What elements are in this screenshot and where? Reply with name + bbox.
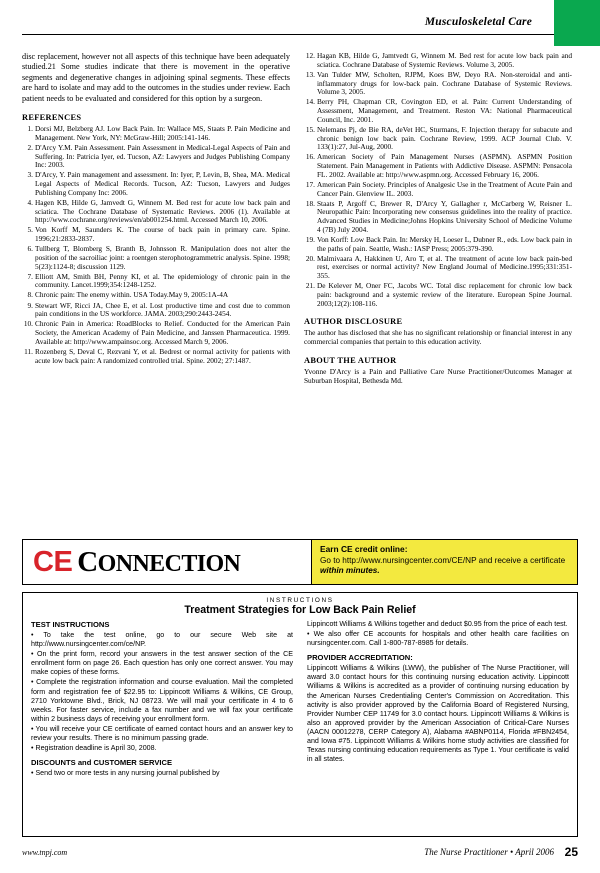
discounts-continued-item: Lippincott Williams & Wilkins together and deduct $0.95 from the price of each test. [307, 620, 568, 628]
list-item [304, 71, 572, 97]
ref-number: 1. [27, 124, 33, 134]
page-header [22, 14, 578, 48]
author-disclosure-heading: AUTHOR DISCLOSURE [304, 317, 403, 327]
ref-number: 4. [27, 197, 33, 207]
ref-number: 21. [305, 281, 315, 291]
ref-text: Hagan KB, Hilde G, Jamtvedt G, Winnem M. Bed rest for acute low back pain and sciatica. Cochrane Database of Systemic Reviews. Volume 3, 2005. [317, 51, 572, 69]
ref-number: 2. [27, 142, 33, 152]
ref-text: Von Korff M, Saunders K. The course of back pain in primary care. Spine. 1996;21:2833-2837. [35, 225, 290, 244]
ref-text: Tullberg T, Blomberg S, Branth B, Johnsson R. Manipulation does not alter the position of the sacroiliac joint: a roentgen sterophotogrammetric analysis. Spine. 1998; 5(23):1124-8; discussion 1129. [35, 244, 290, 271]
list-item [22, 125, 290, 142]
reference-list-left [22, 125, 290, 365]
ref-number: 8. [27, 290, 33, 300]
test-instructions-heading: TEST INSTRUCTIONS [31, 620, 110, 629]
ce-logo-text: CE [33, 545, 73, 578]
ce-online-box[interactable] [312, 539, 578, 585]
header-rule [22, 34, 554, 35]
running-title: Musculoskeletal Care [424, 16, 532, 28]
discounts-heading: DISCOUNTS and CUSTOMER SERVICE [31, 758, 173, 768]
ref-number: 9. [27, 300, 33, 310]
list-item [22, 144, 290, 170]
provider-accreditation-text: Lippincott Williams & Wilkins (LWW), the publisher of The Nurse Practitioner, will award 3.0 contact hours for this continuing nursing education activity. Lippincott Williams & Wilkins is accredited as a provider of continuing nursing education by the American Nurses Credentialing Center's Commission on Accreditation. This activity is also provider approved by the California Board of Registered Nursing, Provider Number CEP 11749 for 3.0 contact hours. Lippincott Williams & Wilkins is also an approved provider by the American Association of Critical-Care Nurses (AACN 00012278, CERP Category A), Alabama #ABNP0114, Florida #FBN2454, and Iowa #75. Lippincott Williams & Wilkins home study activities are classified for Texas nursing continuing education requirements as Type 1. Your certificate is valid in all states. [307, 664, 569, 764]
list-item [304, 153, 572, 179]
ce-logo-box [22, 539, 312, 585]
ref-text: Chronic Pain in America: RoadBlocks to Relief. Conducted for the American Pain Society, the American Academy of Pain Medicine, and Janssen Pharmaceutica. 1999. Available at: http://www.ampainsoc.org. Accessed March 9, 2006. [35, 319, 290, 346]
journal-page [0, 14, 600, 873]
ref-text: Berry PH, Chapman CR, Covington ED, et al. Pain: Current Understanding of Assessment, Management, and Treatment. Reston VA: National Pharmaceutical Council, Inc. 2001. [317, 97, 572, 124]
instruction-item: • Complete the registration information and course evaluation. Mail the completed form and registration fee of $22.95 to: Lippincott Williams & Wilkins, CE Group, 2710 Yorktowne Blvd., Brick, NJ 08723. We will mail your certificate in 4 to 6 weeks. For faster service, include a fax number and we will fax your certificate within 2 business days of receiving your enrollment form. [31, 678, 293, 723]
ref-number: 13. [305, 69, 315, 79]
ref-number: 16. [305, 152, 315, 162]
page-footer [22, 845, 578, 863]
discounts-item: • Send two or more tests in any nursing journal published by [31, 769, 220, 778]
list-item [304, 200, 572, 235]
ce-goto-emphasis: within minutes. [320, 566, 380, 575]
list-item [22, 291, 290, 300]
list-item [304, 98, 572, 124]
ref-number: 20. [305, 253, 315, 263]
list-item [22, 171, 290, 197]
ref-text: American Society of Pain Management Nurses (ASPMN). ASPMN Position Statement. Pain Management in Patients with Addictive Disease. ASPMN: Pensacola FL. 2002. Available at: http://www.aspmn.org. Accessed February 16, 2006. [317, 152, 572, 179]
about-author-text: Yvonne D'Arcy is a Pain and Palliative Care Nurse Practitioner/Outcomes Manager at Suburban Hospital, Bethesda Md. [304, 366, 572, 385]
ref-text: Hagen KB, Hilde G, Jamvedt G, Winnem M. Bed rest for acute low back pain and sciatica. The Cochrane Database of Systematic Reviews. 2006 (1). Available at http://www.cochrane.org/reviews/en/ab001254.html. Accessed March 10, 2006. [35, 197, 290, 225]
instructions-column-right [307, 620, 569, 779]
list-item [22, 199, 290, 225]
ref-number: 19. [305, 234, 315, 244]
ref-text: De Kelever M, Oner FC, Jacobs WC. Total disc replacement for chronic low back pain: background and a systemic review of the literature. European Spine Journal. 2003;12(2):108-116. [317, 281, 572, 308]
list-item [22, 348, 290, 365]
green-corner-block [554, 0, 600, 46]
ref-text: Rozenberg S, Deval C, Rezvani Y, et al. Bedrest or normal activity for patients with acute low back pain: A randomized controlled trial. Spine. 2002; 27:1487. [35, 346, 290, 365]
column-left [22, 52, 290, 385]
list-item [22, 273, 290, 290]
instructions-title: Treatment Strategies for Low Back Pain Relief [184, 604, 416, 616]
ref-number: 17. [305, 179, 315, 189]
ref-number: 6. [27, 244, 33, 254]
list-item [22, 320, 290, 346]
instructions-label: INSTRUCTIONS [266, 597, 334, 604]
author-disclosure-text: The author has disclosed that she has no significant relationship or financial interest in any commercial companies that pertain to this education activity. [304, 328, 572, 346]
references-heading: REFERENCES [22, 113, 82, 123]
article-columns [22, 52, 578, 385]
ref-text: Malmivaara A, Hakkinen U, Aro T, et al. The treatment of acute low back pain-bed rest, exercises or normal activity? New England Journal of Medicine.1995;331:351-355. [317, 253, 572, 280]
instruction-item: • To take the test online, go to our secure Web site at http://www.nursingcenter.com/ce/NP. [31, 631, 293, 649]
ref-number: 11. [24, 346, 33, 356]
ce-earn-line: Earn CE credit online: [320, 544, 408, 554]
ref-text: Stewart WF, Ricci JA, Chee E, et al. Lost productive time and cost due to common pain conditions in the US workforce. JAMA. 2003;290:2443-2454. [35, 300, 290, 319]
list-item [304, 126, 572, 152]
instruction-item: • Registration deadline is April 30, 2008. [31, 744, 157, 753]
list-item [304, 255, 572, 281]
instructions-column-left [31, 620, 293, 779]
instructions-box [22, 592, 578, 837]
about-author-heading: ABOUT THE AUTHOR [304, 355, 397, 365]
ref-number: 5. [27, 225, 33, 235]
footer-journal-line: The Nurse Practitioner • April 2006 [424, 847, 554, 857]
instruction-item: • On the print form, record your answers in the test answer section of the CE enrollment form on page 26. Each question has only one correct answer. You may make copies of these forms. [31, 650, 293, 677]
ce-goto-text[interactable]: Go to http://www.nursingcenter.com/CE/NP and receive a certificate [320, 556, 566, 565]
list-item [22, 245, 290, 271]
list-item [304, 52, 572, 69]
ce-goto-line [320, 556, 569, 576]
reference-list-right [304, 52, 572, 308]
ref-text: Staats P, Argoff C, Brewer R, D'Arcy Y, Gallagher r, McCarberg W, Reisner L. Neuropathic Pain: Incorporating new consensus guidelines into the reality of practice. Advanced Studies in Medicine;Johns Hopkins University School of Medicine Volume 4 (7B) July 2004. [317, 198, 572, 234]
ref-text: Van Tulder MW, Scholten, RJPM, Koes BW, Deyo RA. Non-steroidal and anti-inflammatory drugs for low-back pain. Cochrane Database of Systemic Reviews. Volume 3, 2005. [317, 69, 572, 97]
ref-text: D'Arcy, Y. Pain management and assessment. In: Iyer, P, Levin, B, Shea, MA. Medical Legal Aspects of Medical Records. Tucson, AZ: Tucson, Lawyers and Judges Publishing Company Inc: 2006. [35, 170, 290, 197]
column-right [304, 52, 572, 385]
ref-number: 7. [27, 271, 33, 281]
ref-text: Dorsi MJ, Belzberg AJ. Low Back Pain. In: Wallace MS, Staats P. Pain Medicine and Management. New York, NY: McGraw-Hill; 2005:141-146. [35, 124, 290, 142]
ref-number: 10. [23, 319, 33, 329]
list-item [22, 302, 290, 319]
page-number: 25 [564, 845, 578, 859]
discounts-continued-item: • We also offer CE accounts for hospitals and other health care facilities on nursingcenter.com. Call 1-800-787-8985 for details. [307, 630, 569, 648]
ref-number: 18. [305, 198, 315, 208]
ce-connection-banner [22, 539, 578, 585]
ce-connection-word-initial: C [77, 545, 98, 578]
ref-text: D'Arcy Y.M. Pain Assessment. Pain Assessment in Medical-Legal Aspects of Pain and Suffering. In: Patricia Iyer, ed. Tucson, AZ: Lawyers and Judges Publishing Company Inc: 2003. [35, 142, 290, 170]
footer-website[interactable]: www.tnpj.com [22, 848, 68, 857]
list-item [304, 181, 572, 198]
ref-text: American Pain Society. Principles of Analgesic Use in the Treatment of Acute Pain and Cancer Pain. Glenview IL. 2003. [317, 179, 572, 198]
list-item [304, 282, 572, 308]
instructions-columns [31, 620, 569, 779]
ce-connection-word-rest: ONNECTION [97, 550, 241, 577]
ce-connection-word [77, 545, 241, 578]
ref-number: 14. [305, 97, 315, 107]
ref-number: 12. [305, 51, 315, 60]
ref-text: Elliott AM, Smith BH, Penny KI, et al. The epidemiology of chronic pain in the community. Lancet.1999;354:1248-1252. [35, 271, 290, 290]
list-item [304, 236, 572, 253]
ref-text: Chronic pain: The enemy within. USA Today.May 9, 2005:1A-4A [35, 290, 229, 300]
ref-number: 15. [305, 124, 315, 134]
ref-number: 3. [27, 170, 33, 180]
ref-text: Nelemans Pj, de Bie RA, deVet HC, Sturmans, F. Injection therapy for subacute and chronic benign low back pain. Cochrane Review, 1999. ACP Journal Club. V. 133(1):27, Jul-Aug, 2000. [317, 124, 572, 152]
provider-accreditation-heading: PROVIDER ACCREDITATION: [307, 653, 413, 663]
ref-text: Von Korff: Low Back Pain. In: Mersky H, Loeser L, Dubner R., eds. Low back pain in the paths of pain. Seattle, Wash.: IASP Press; 2005:379-390. [317, 234, 572, 253]
intro-paragraph: disc replacement, however not all aspects of this technique have been adequately studied.21 Some studies indicate that there is movement in the operative segments and degenerative changes in adjoining spinal segments. These effects are hard to isolate and may add to the outcomes in the studies under review. Each patient needs to be evaluated and considered for this option by a surgeon. [22, 52, 290, 103]
instruction-item: • You will receive your CE certificate of earned contact hours and an answer key to review your results. There is no minimum passing grade. [31, 724, 293, 743]
list-item [22, 226, 290, 243]
